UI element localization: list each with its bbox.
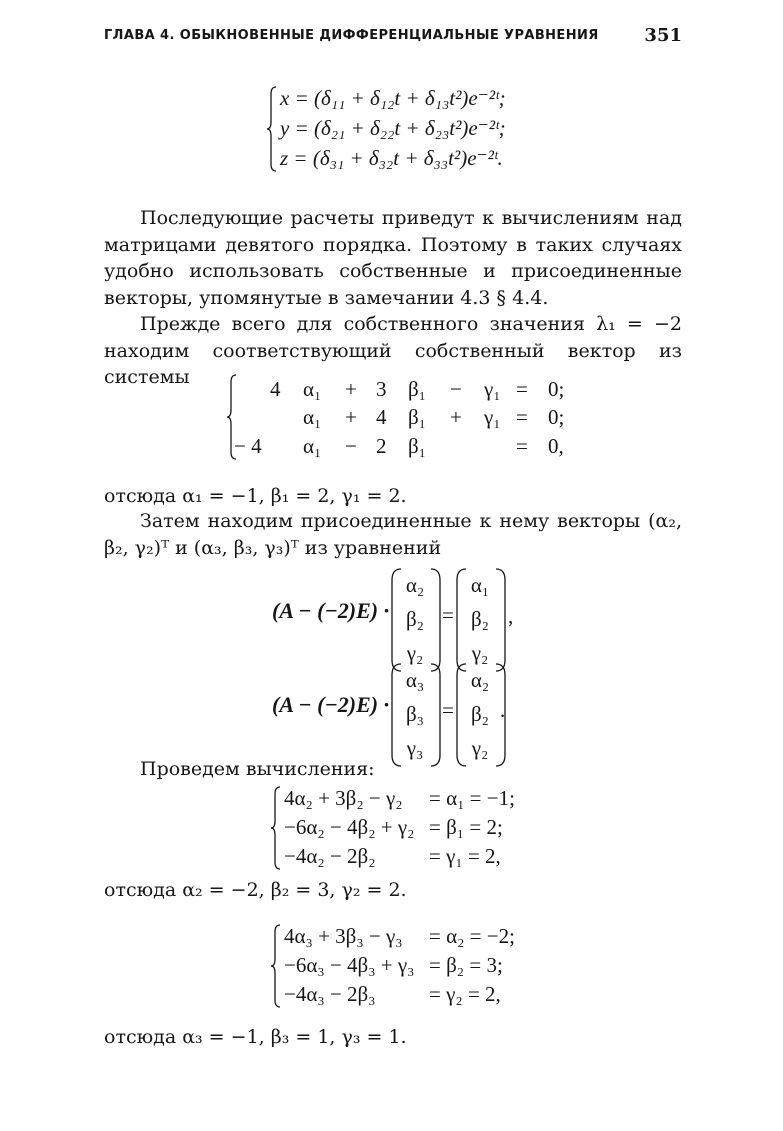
vector-2: α₂ β₂ γ₂: [405, 573, 425, 665]
system2-cell: =: [516, 405, 528, 429]
system4-row1-rhs: = α₂ = −2;: [429, 924, 515, 948]
system2-cell: =: [516, 377, 528, 401]
system2-cell: 3: [376, 377, 387, 401]
equals-sign: =: [442, 698, 454, 722]
result-1: отсюда α₁ = −1, β₁ = 2, γ₁ = 2.: [104, 485, 407, 507]
system2-cell: 2: [376, 434, 387, 458]
system4-row3-rhs: = γ₂ = 2,: [429, 982, 501, 1006]
chapter-title: ГЛАВА 4. ОБЫКНОВЕННЫЕ ДИФФЕРЕНЦИАЛЬНЫЕ УРАВНЕНИЯ: [104, 28, 599, 43]
vector-3: α₃ β₃ γ₃: [405, 668, 425, 760]
right-paren: [495, 568, 507, 672]
vector-2: α₂ β₂ γ₂: [470, 668, 490, 760]
system2-cell: +: [345, 377, 357, 401]
equals-sign: =: [442, 603, 454, 627]
punctuation: ,: [508, 604, 514, 628]
left-brace: [270, 786, 282, 870]
system4-row2-rhs: = β₂ = 3;: [429, 953, 503, 977]
paragraph-3: Затем находим присоединенные к нему векторы (α₂, β₂, γ₂)ᵀ и (α₃, β₃, γ₃)ᵀ из уравнений: [104, 510, 682, 559]
system3-row2-rhs: = β₁ = 2;: [429, 815, 503, 839]
matrix-lhs: (A − (−2)E) ·: [272, 598, 390, 623]
page-number: 351: [644, 25, 682, 46]
system2-cell: β₁: [408, 377, 427, 401]
system2-cell: 0;: [548, 377, 565, 401]
paragraph-4: Проведем вычисления:: [140, 758, 375, 780]
system2-cell: −: [450, 377, 462, 401]
system2-cell: +: [450, 405, 462, 429]
system3-row1-lhs: 4α₂ + 3β₂ − γ₂: [284, 786, 403, 810]
running-header: [104, 27, 682, 49]
system2-cell: 0,: [548, 434, 564, 458]
system2-cell: α₁: [303, 377, 322, 401]
system2-cell: +: [345, 405, 357, 429]
system2-cell: − 4: [234, 434, 262, 458]
system2-cell: 4: [270, 377, 281, 401]
left-brace: [270, 924, 282, 1008]
system2-cell: α₁: [303, 405, 322, 429]
system2-cell: γ₁: [484, 377, 501, 401]
system2-cell: =: [516, 434, 528, 458]
equation-x: x = (δ₁₁ + δ₁₂t + δ₁₃t²)e⁻²ᵗ;: [280, 86, 506, 110]
system3-row2-lhs: −6α₂ − 4β₂ + γ₂: [284, 815, 415, 839]
system3-row3-lhs: −4α₂ − 2β₂: [284, 844, 376, 868]
system3-row1-rhs: = α₁ = −1;: [429, 786, 515, 810]
right-paren: [430, 663, 442, 767]
paragraph-2: Прежде всего для собственного значения λ₁ = −2 находим соответствующий собственный вектор из системы: [104, 313, 682, 388]
equation-y: y = (δ₂₁ + δ₂₂t + δ₂₃t²)e⁻²ᵗ;: [280, 116, 506, 140]
system4-row1-lhs: 4α₃ + 3β₃ − γ₃: [284, 924, 403, 948]
system2-cell: −: [345, 434, 357, 458]
system2-cell: β₁: [408, 434, 427, 458]
vector-1: α₁ β₂ γ₂: [470, 573, 490, 665]
system2-cell: 4: [376, 405, 387, 429]
result-3: отсюда α₃ = −1, β₃ = 1, γ₃ = 1.: [104, 1026, 407, 1048]
system3-row3-rhs: = γ₁ = 2,: [429, 844, 501, 868]
system2-cell: α₁: [303, 434, 322, 458]
system4-row3-lhs: −4α₃ − 2β₃: [284, 982, 376, 1006]
system2-cell: 0;: [548, 405, 565, 429]
result-2: отсюда α₂ = −2, β₂ = 3, γ₂ = 2.: [104, 879, 407, 901]
system2-cell: γ₁: [484, 405, 501, 429]
punctuation: .: [500, 698, 506, 722]
right-paren: [430, 568, 442, 672]
system4-row2-lhs: −6α₃ − 4β₃ + γ₃: [284, 953, 415, 977]
system2-cell: β₁: [408, 405, 427, 429]
paragraph-1: Последующие расчеты приведут к вычислениям над матрицами девятого порядка. Поэтому в таких случаях удобно использовать собственные и присоединенные векторы, упомянутые в замечании 4.3 § 4.4.: [104, 207, 682, 309]
matrix-lhs: (A − (−2)E) ·: [272, 692, 390, 717]
equation-z: z = (δ₃₁ + δ₃₂t + δ₃₃t²)e⁻²ᵗ.: [280, 146, 503, 170]
left-brace: [266, 86, 278, 172]
